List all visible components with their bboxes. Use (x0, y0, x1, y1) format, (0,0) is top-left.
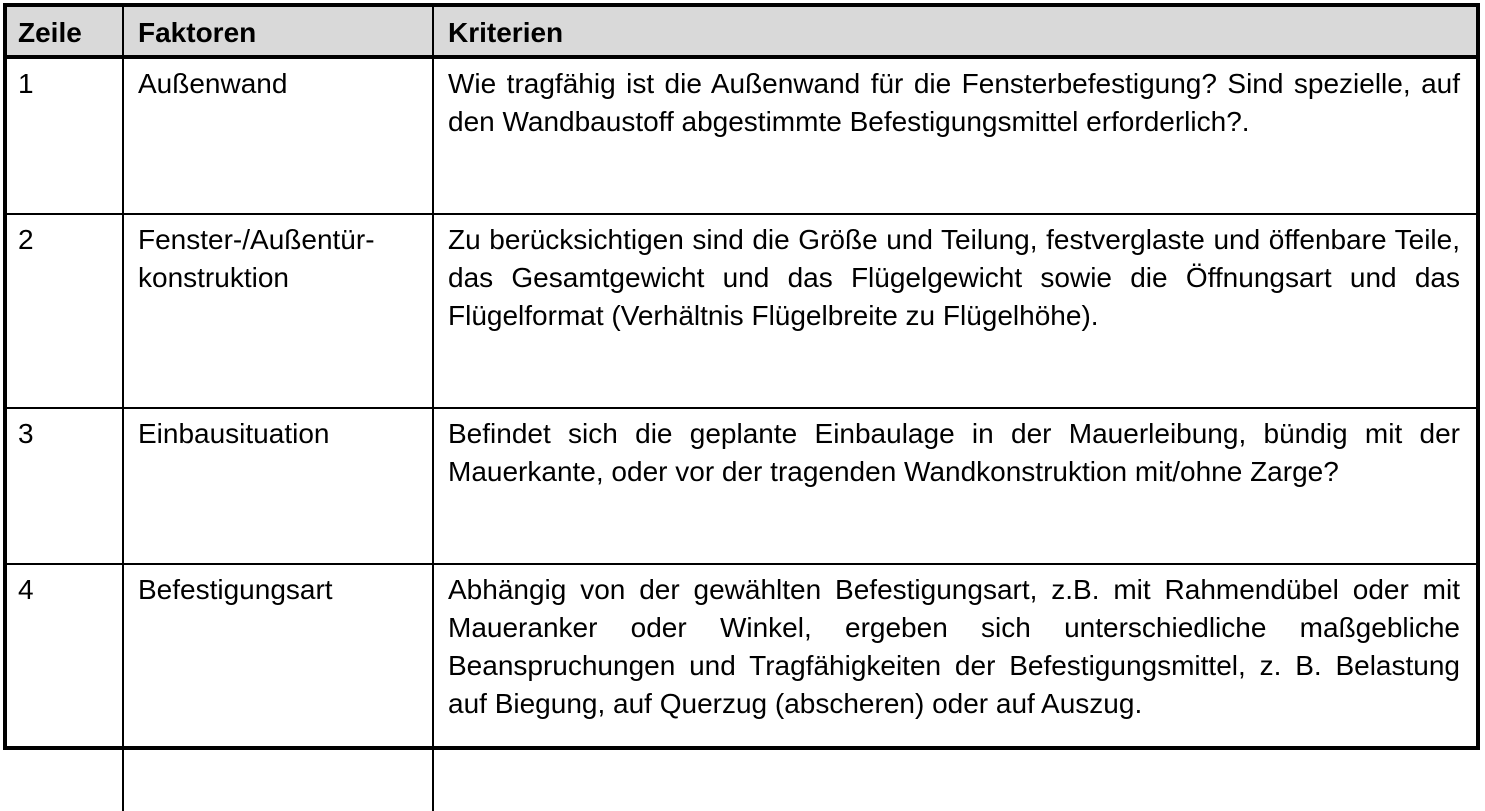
table-row (7, 214, 1476, 408)
criteria-table-frame (3, 3, 1480, 750)
factor-cell: Fenster-/Außentürkonstruktion (123, 214, 433, 408)
factor-cell: Einbausituation (123, 408, 433, 564)
factor-cell: Außenwand (123, 57, 433, 214)
factor-cell: Befestigungsart (123, 564, 433, 811)
header-zeile: Zeile (7, 7, 123, 57)
table-header-row (7, 7, 1476, 57)
row-number: 1 (7, 57, 123, 214)
criteria-cell: Abhängig von der gewählten Befestigungsart, z.B. mit Rahmendübel oder mit Maueranker oder Winkel, ergeben sich unterschiedliche maßgebliche Beanspruchungen und Tragfähigkeiten der Befestigungsmittel, z. B. Belastung auf Biegung, auf Querzug (abscheren) oder auf Auszug. (433, 564, 1476, 811)
row-number: 3 (7, 408, 123, 564)
criteria-cell: Befindet sich die geplante Einbaulage in der Mauerleibung, bündig mit der Mauerkante, oder vor der tragenden Wandkonstruktion mit/ohne Zarge? (433, 408, 1476, 564)
row-number: 4 (7, 564, 123, 811)
table-row (7, 57, 1476, 214)
criteria-cell: Zu berücksichtigen sind die Größe und Teilung, festverglaste und öffenbare Teile, das Gesamtgewicht und das Flügelgewicht sowie die Öffnungsart und das Flügelformat (Verhältnis Flügelbreite zu Flügelhöhe). (433, 214, 1476, 408)
header-faktoren: Faktoren (123, 7, 433, 57)
criteria-table (7, 7, 1476, 811)
header-kriterien: Kriterien (433, 7, 1476, 57)
table-row (7, 564, 1476, 811)
criteria-cell: Wie tragfähig ist die Außenwand für die Fensterbefestigung? Sind spezielle, auf den Wandbaustoff abgestimmte Befestigungsmittel erforderlich?. (433, 57, 1476, 214)
table-row (7, 408, 1476, 564)
row-number: 2 (7, 214, 123, 408)
